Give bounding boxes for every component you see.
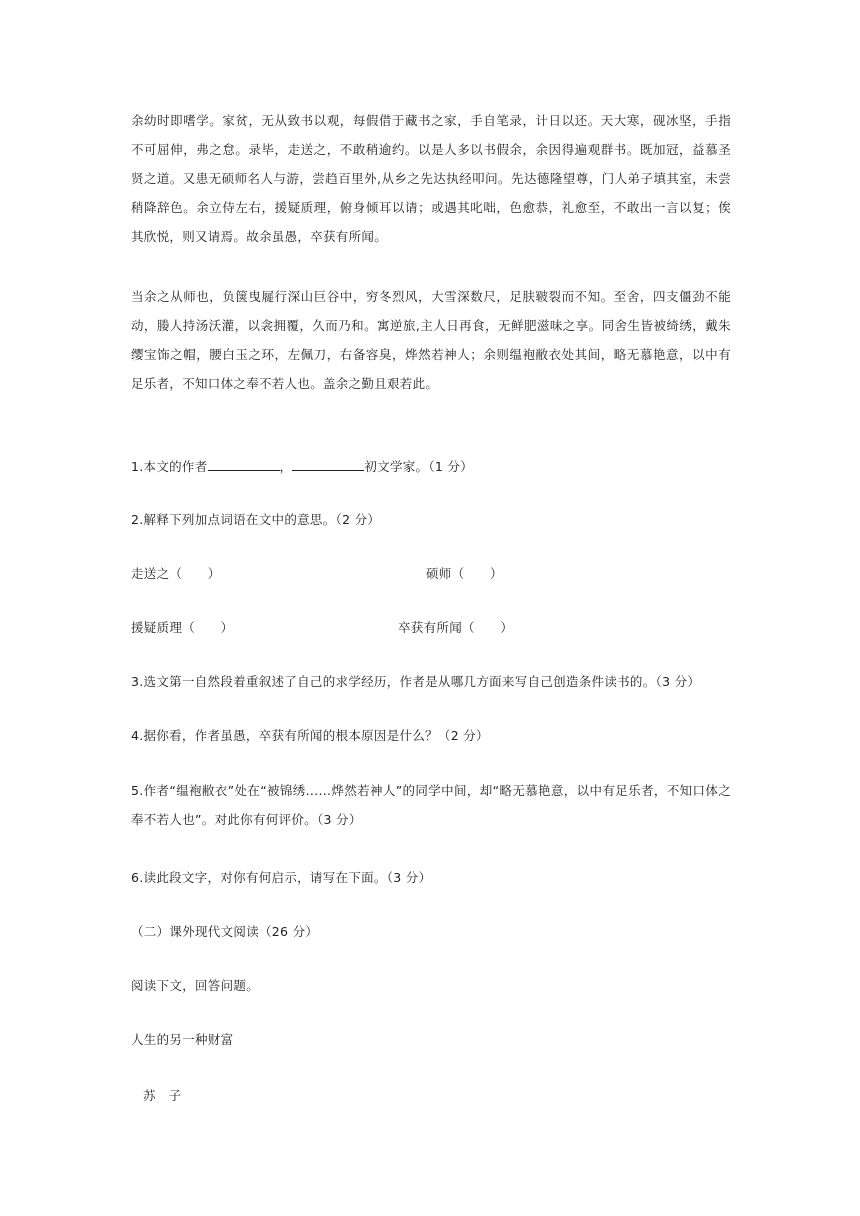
answer-blank-2[interactable] <box>292 456 364 471</box>
question-2-item-4: 卒获有所闻（ ） <box>398 620 514 635</box>
article-title: 人生的另一种财富 <box>131 1032 234 1047</box>
question-2-item-3: 援疑质理（ ） <box>131 620 234 635</box>
question-1-separator: ， <box>279 459 293 474</box>
question-1-suffix: 初文学家。（1 分） <box>364 459 474 474</box>
question-2-item-1: 走送之（ ） <box>131 566 221 581</box>
question-2: 2.解释下列加点词语在文中的意思。（2 分） <box>131 512 381 527</box>
question-2-item-2: 硕师（ ） <box>426 566 503 581</box>
question-1 <box>131 456 473 477</box>
answer-blank-1[interactable] <box>208 456 280 471</box>
question-1-prefix: 1.本文的作者 <box>131 459 208 474</box>
article-author: 苏 子 <box>143 1088 182 1103</box>
question-3: 3.选文第一自然段着重叙述了自己的求学经历，作者是从哪几方面来写自己创造条件读书的。（3 分） <box>131 674 701 689</box>
passage-paragraph-2: 当余之从师也，负箧曳屣行深山巨谷中，穷冬烈风，大雪深数尺，足肤皲裂而不知。至舍，四支僵劲不能动，媵人持汤沃灌，以衾拥覆，久而乃和。寓逆旅,主人日再食，无鲜肥滋味之享。同舍生皆被绮绣，戴朱缨宝饰之帽，腰白玉之环，左佩刀，右备容臭，烨然若神人；余则缊袍敝衣处其间，略无慕艳意，以中有足乐者，不知口体之奉不若人也。盖余之勤且艰若此。 <box>131 289 731 391</box>
question-6: 6.读此段文字，对你有何启示，请写在下面。（3 分） <box>131 870 432 885</box>
question-4: 4.据你看，作者虽愚，卒获有所闻的根本原因是什么？（2 分） <box>131 728 489 743</box>
passage-paragraph-1: 余幼时即嗜学。家贫，无从致书以观，每假借于藏书之家，手自笔录，计日以还。天大寒，砚冰坚，手指不可屈伸，弗之怠。录毕，走送之，不敢稍逾约。以是人多以书假余，余因得遍观群书。既加冠，益慕圣贤之道。又患无硕师名人与游，尝趋百里外,从乡之先达执经叩问。先达德隆望尊，门人弟子填其室，未尝稍降辞色。余立侍左右，援疑质理，俯身倾耳以请；或遇其叱咄，色愈恭，礼愈至，不敢出一言以复；俟其欣悦，则又请焉。故余虽愚，卒获有所闻。 <box>131 113 731 244</box>
question-5: 5.作者“缊袍敝衣”处在“被锦绣......烨然若神人”的同学中间，却“略无慕艳意，以中有足乐者，不知口体之奉不若人也”。对此你有何评价。（3 分） <box>131 783 731 827</box>
section-2-heading: （二）课外现代文阅读（26 分） <box>131 924 319 939</box>
section-2-instruction: 阅读下文，回答问题。 <box>131 978 260 993</box>
